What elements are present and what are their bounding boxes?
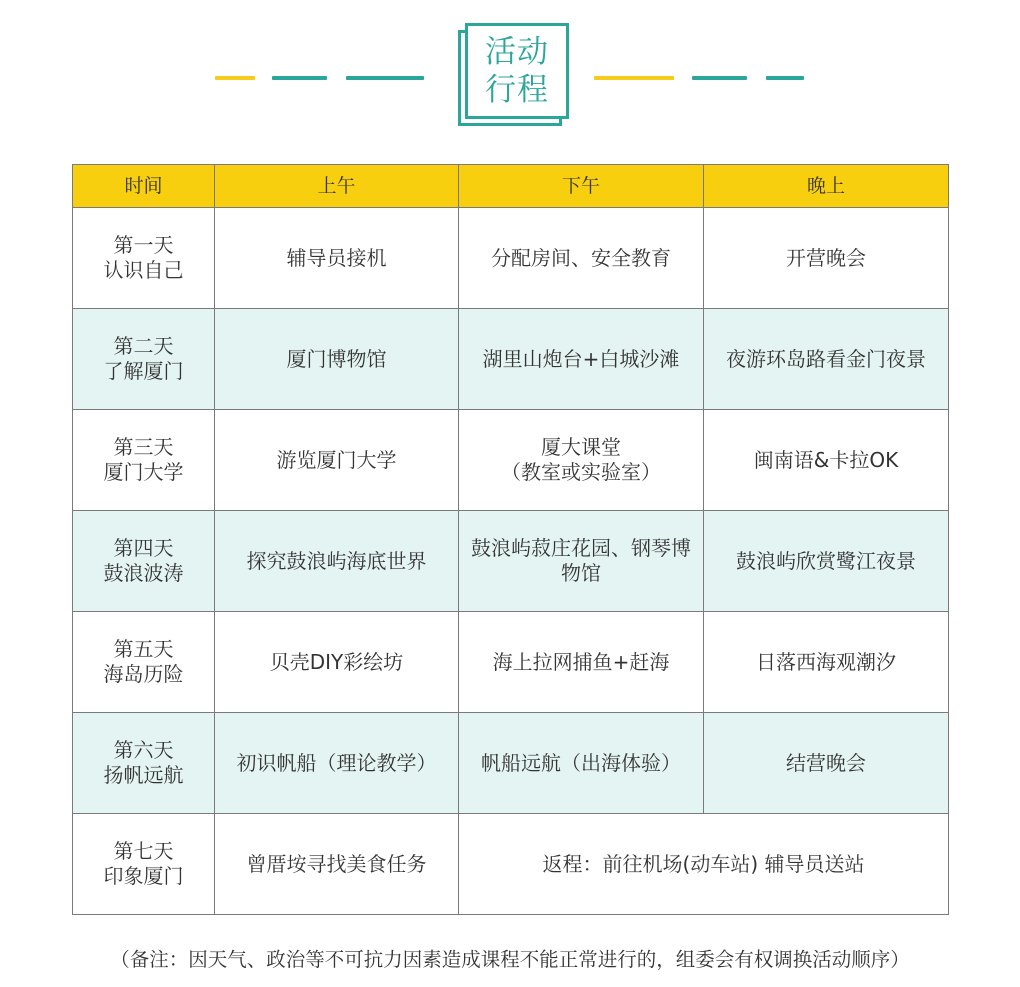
decor-dash-right-2 <box>692 76 747 80</box>
day-cell <box>73 208 215 309</box>
column-header-evening: 晚上 <box>704 165 949 208</box>
afternoon-cell <box>459 208 704 309</box>
afternoon-cell <box>459 511 704 612</box>
page-title-line-2: 行程 <box>485 72 549 108</box>
morning-cell: 曾厝垵寻找美食任务 <box>215 814 459 915</box>
day-label: 第一天 <box>113 233 174 257</box>
morning-cell: 探究鼓浪屿海底世界 <box>215 511 459 612</box>
table-row <box>73 208 949 309</box>
evening-cell: 夜游环岛路看金门夜景 <box>704 309 949 410</box>
table-header-row <box>73 165 949 208</box>
table-row <box>73 612 949 713</box>
day-theme: 海岛历险 <box>103 662 184 686</box>
afternoon-cell <box>459 410 704 511</box>
evening-cell: 日落西海观潮汐 <box>704 612 949 713</box>
day-label: 第三天 <box>113 435 174 459</box>
afternoon-line: 湖里山炮台+白城沙滩 <box>482 346 680 371</box>
table-row <box>73 713 949 814</box>
footnote: （备注：因天气、政治等不可抗力因素造成课程不能正常进行的，组委会有权调换活动顺序） <box>110 948 910 971</box>
column-header-time: 时间 <box>73 165 215 208</box>
day-cell <box>73 713 215 814</box>
day-cell <box>73 309 215 410</box>
table-row <box>73 309 949 410</box>
return-trip-cell: 返程：前往机场(动车站) 辅导员送站 <box>459 814 949 915</box>
day-label: 第六天 <box>113 738 174 762</box>
evening-cell: 结营晚会 <box>704 713 949 814</box>
day-label: 第七天 <box>113 839 174 863</box>
evening-cell: 闽南语&卡拉OK <box>704 410 949 511</box>
decor-dash-left-3 <box>346 76 424 80</box>
morning-cell: 初识帆船（理论教学） <box>215 713 459 814</box>
afternoon-line: （教室或实验室） <box>501 460 661 484</box>
afternoon-cell <box>459 612 704 713</box>
decor-dash-left-2 <box>272 76 327 80</box>
evening-cell: 鼓浪屿欣赏鹭江夜景 <box>704 511 949 612</box>
header <box>0 0 1020 140</box>
schedule-body <box>73 208 949 915</box>
afternoon-cell <box>459 713 704 814</box>
day-cell <box>73 511 215 612</box>
morning-cell: 辅导员接机 <box>215 208 459 309</box>
table-row <box>73 410 949 511</box>
afternoon-line: 帆船远航（出海体验） <box>481 750 681 775</box>
day-theme: 厦门大学 <box>103 460 184 484</box>
evening-cell: 开营晚会 <box>704 208 949 309</box>
decor-dash-right-1 <box>594 76 674 80</box>
morning-cell: 游览厦门大学 <box>215 410 459 511</box>
day-label: 第四天 <box>113 536 174 560</box>
schedule-table <box>72 164 949 915</box>
morning-cell: 厦门博物馆 <box>215 309 459 410</box>
column-header-afternoon: 下午 <box>459 165 704 208</box>
day-cell <box>73 410 215 511</box>
afternoon-line: 分配房间、安全教育 <box>491 245 671 270</box>
decor-dash-left-1 <box>215 76 255 80</box>
title-box <box>465 23 569 119</box>
page-title-line-1: 活动 <box>485 34 549 70</box>
day-theme: 了解厦门 <box>103 359 184 383</box>
table-row <box>73 814 949 915</box>
day-label: 第二天 <box>113 334 174 358</box>
afternoon-line: 钢琴博物馆 <box>561 536 691 585</box>
decor-dash-right-3 <box>766 76 804 80</box>
day-cell <box>73 814 215 915</box>
day-theme: 鼓浪波涛 <box>103 561 184 585</box>
day-cell <box>73 612 215 713</box>
day-theme: 印象厦门 <box>103 864 184 888</box>
afternoon-line: 厦大课堂 <box>541 435 621 459</box>
column-header-morning: 上午 <box>215 165 459 208</box>
afternoon-cell <box>459 309 704 410</box>
afternoon-line: 鼓浪屿菽庄花园、 <box>471 536 631 560</box>
day-theme: 认识自己 <box>103 258 184 282</box>
day-label: 第五天 <box>113 637 174 661</box>
day-theme: 扬帆远航 <box>103 763 184 787</box>
afternoon-line: 海上拉网捕鱼+赶海 <box>492 649 670 674</box>
table-row <box>73 511 949 612</box>
morning-cell: 贝壳DIY彩绘坊 <box>215 612 459 713</box>
